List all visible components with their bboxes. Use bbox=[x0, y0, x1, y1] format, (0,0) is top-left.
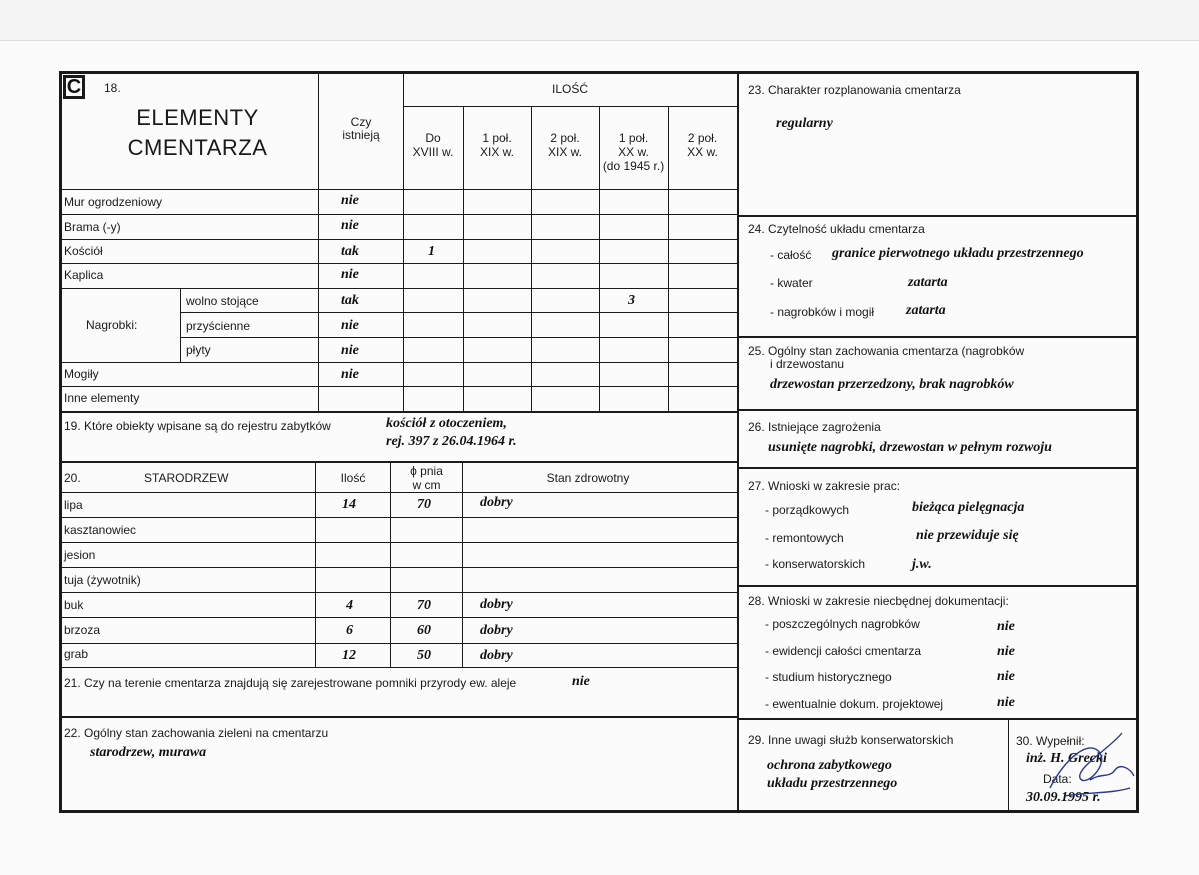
grid-line bbox=[60, 214, 737, 215]
works-item-value: bieżąca pielęgnacja bbox=[912, 500, 1025, 515]
period-header: 1 poł. bbox=[618, 131, 649, 145]
docs-item-value: nie bbox=[997, 619, 1015, 634]
section-21-label: 21. Czy na terenie cmentarza znajdują się zarejestrowane pomniki przyrody ew. aleje bbox=[64, 676, 517, 690]
grid-line bbox=[60, 617, 737, 618]
grid-line bbox=[60, 461, 737, 463]
section-letter-box: C bbox=[63, 75, 85, 99]
section-21-value: nie bbox=[572, 674, 590, 689]
grid-line bbox=[403, 106, 737, 107]
grid-line bbox=[180, 288, 181, 362]
section-26-value: usunięte nagrobki, drzewostan w pełnym rozwoju bbox=[768, 440, 1052, 455]
section-18-number: 18. bbox=[104, 81, 121, 95]
period-header: XX w. bbox=[687, 145, 718, 159]
grid-line bbox=[60, 643, 737, 644]
grid-line bbox=[180, 337, 737, 338]
section-28-label: 28. Wnioski w zakresie niecbędnej dokumentacji: bbox=[748, 594, 1009, 608]
docs-item-value: nie bbox=[997, 644, 1015, 659]
period-header: XIX w. bbox=[547, 145, 582, 159]
row-label: przyścienne bbox=[186, 319, 251, 333]
tree-health: dobry bbox=[480, 623, 513, 638]
tree-diameter: 70 bbox=[417, 598, 431, 613]
col-health-header: Stan zdrowotny bbox=[546, 471, 630, 485]
section-20-number: 20. bbox=[64, 471, 81, 485]
legibility-item-value: granice pierwotnego układu przestrzennego bbox=[832, 246, 1084, 261]
grid-line bbox=[60, 288, 737, 289]
row-label: Inne elementy bbox=[64, 391, 140, 405]
grid-line bbox=[180, 312, 737, 313]
grid-line bbox=[738, 409, 1138, 411]
row-label: Mogiły bbox=[64, 367, 99, 381]
period-header: 1 poł. bbox=[482, 131, 512, 145]
grid-line bbox=[60, 592, 737, 593]
grid-line bbox=[738, 215, 1138, 217]
period-header: XVIII w. bbox=[412, 145, 454, 159]
tree-diameter: 60 bbox=[417, 623, 431, 638]
row-label: Kaplica bbox=[64, 268, 104, 282]
row-label: płyty bbox=[186, 343, 211, 357]
docs-item-label: - ewidencji całości cmentarza bbox=[765, 644, 922, 658]
exists-value: tak bbox=[341, 293, 359, 308]
section-26-label: 26. Istniejące zagrożenia bbox=[748, 420, 881, 434]
grid-line bbox=[738, 467, 1138, 469]
date-label: Data: bbox=[1043, 772, 1072, 786]
works-item-label: - porządkowych bbox=[765, 503, 850, 517]
grid-line bbox=[60, 667, 737, 668]
grid-line bbox=[60, 567, 737, 568]
grid-line bbox=[60, 189, 737, 190]
section-25-label-line2: i drzewostanu bbox=[770, 357, 845, 371]
grid-line bbox=[738, 585, 1138, 587]
grid-line bbox=[738, 336, 1138, 338]
docs-item-label: - poszczególnych nagrobków bbox=[765, 617, 920, 631]
exists-value: nie bbox=[341, 343, 359, 358]
period-header: (do 1945 r.) bbox=[602, 159, 665, 173]
section-29-value-line1: ochrona zabytkowego bbox=[767, 758, 892, 773]
tree-count: 14 bbox=[342, 497, 356, 512]
tree-count: 12 bbox=[342, 648, 356, 663]
filled-date: 30.09.1995 r. bbox=[1026, 790, 1101, 805]
section-29-label: 29. Inne uwagi służb konserwatorskich bbox=[748, 733, 954, 747]
grid-line bbox=[60, 517, 737, 518]
works-item-value: j.w. bbox=[912, 557, 932, 572]
row-label: wolno stojące bbox=[186, 294, 259, 308]
legibility-item-label: - całość bbox=[770, 248, 812, 262]
works-item-label: - konserwatorskich bbox=[765, 557, 866, 571]
exists-value: nie bbox=[341, 193, 359, 208]
grid-line bbox=[60, 411, 737, 413]
section-19-label: 19. Które obiekty wpisane są do rejestru zabytków bbox=[64, 419, 331, 433]
row-label: Kościół bbox=[64, 244, 103, 258]
section-27-label: 27. Wnioski w zakresie prac: bbox=[748, 479, 901, 493]
docs-item-label: - ewentualnie dokum. projektowej bbox=[765, 697, 944, 711]
count-value: 3 bbox=[628, 293, 635, 308]
grid-line bbox=[60, 263, 737, 264]
tree-name: kasztanowiec bbox=[64, 523, 137, 537]
section-23-label: 23. Charakter rozplanowania cmentarza bbox=[748, 83, 961, 97]
docs-item-label: - studium historycznego bbox=[765, 670, 892, 684]
legibility-item-value: zatarta bbox=[906, 303, 946, 318]
grid-line bbox=[60, 239, 737, 240]
docs-item-value: nie bbox=[997, 695, 1015, 710]
tree-health: dobry bbox=[480, 648, 513, 663]
docs-item-value: nie bbox=[997, 669, 1015, 684]
section-18-title-line1: ELEMENTY bbox=[136, 105, 259, 130]
graves-label: Nagrobki: bbox=[86, 318, 138, 332]
tree-health: dobry bbox=[480, 495, 513, 510]
legibility-item-value: zatarta bbox=[908, 275, 948, 290]
quantity-header: ILOŚĆ bbox=[551, 82, 588, 96]
section-30-label: 30. Wypełnił: bbox=[1016, 734, 1085, 748]
period-header: 2 poł. bbox=[550, 131, 580, 145]
exists-value: nie bbox=[341, 218, 359, 233]
tree-diameter: 50 bbox=[417, 648, 431, 663]
col-diameter-header-line1: ϕ pnia bbox=[410, 464, 443, 478]
grid-line bbox=[60, 362, 737, 363]
exists-header-line1: Czy bbox=[350, 115, 372, 129]
tree-health: dobry bbox=[480, 597, 513, 612]
tree-name: grab bbox=[64, 647, 89, 661]
count-value: 1 bbox=[428, 244, 435, 259]
main-divider bbox=[737, 72, 739, 812]
section-23-value: regularny bbox=[776, 116, 833, 131]
works-item-value: nie przewiduje się bbox=[916, 528, 1019, 543]
grid-line bbox=[60, 542, 737, 543]
exists-value: nie bbox=[341, 267, 359, 282]
col-diameter-header-line2: w cm bbox=[412, 478, 441, 492]
tree-count: 4 bbox=[346, 598, 353, 613]
section-22-value: starodrzew, murawa bbox=[90, 745, 207, 760]
period-header: 2 poł. bbox=[687, 131, 718, 145]
section-25-value: drzewostan przerzedzony, brak nagrobków bbox=[770, 377, 1014, 392]
section-24-label: 24. Czytelność układu cmentarza bbox=[748, 222, 925, 236]
works-item-label: - remontowych bbox=[765, 531, 844, 545]
grid-line bbox=[60, 716, 737, 718]
tree-name: brzoza bbox=[64, 623, 101, 637]
section-19-value-line2: rej. 397 z 26.04.1964 r. bbox=[386, 434, 517, 449]
legibility-item-label: - nagrobków i mogił bbox=[770, 305, 875, 319]
period-header: XX w. bbox=[618, 145, 649, 159]
tree-count: 6 bbox=[346, 623, 353, 638]
tree-name: buk bbox=[64, 598, 84, 612]
section-18-title-line2: CMENTARZA bbox=[127, 135, 268, 160]
period-header: Do bbox=[425, 131, 441, 145]
section-19-value-line1: kościół z otoczeniem, bbox=[386, 416, 507, 431]
section-20-title: STARODRZEW bbox=[144, 471, 229, 485]
grid-line bbox=[1008, 719, 1009, 812]
row-label: Brama (-y) bbox=[64, 220, 121, 234]
legibility-item-label: - kwater bbox=[770, 276, 813, 290]
tree-name: lipa bbox=[64, 498, 83, 512]
exists-value: tak bbox=[341, 244, 359, 259]
period-header: XIX w. bbox=[479, 145, 514, 159]
exists-value: nie bbox=[341, 318, 359, 333]
row-label: Mur ogrodzeniowy bbox=[64, 195, 163, 209]
grid-line bbox=[60, 386, 737, 387]
col-count-header: Ilość bbox=[340, 471, 366, 485]
handwritten-signature bbox=[1030, 718, 1140, 808]
exists-header-line2: istnieją bbox=[342, 128, 380, 142]
grid-line bbox=[60, 492, 737, 493]
tree-name: tuja (żywotnik) bbox=[64, 573, 141, 587]
exists-value: nie bbox=[341, 367, 359, 382]
section-29-value-line2: układu przestrzennego bbox=[767, 776, 898, 791]
grid-line bbox=[403, 72, 404, 412]
tree-name: jesion bbox=[64, 548, 96, 562]
section-25-label-line1: 25. Ogólny stan zachowania cmentarza (nagrobków bbox=[748, 344, 1025, 358]
tree-diameter: 70 bbox=[417, 497, 431, 512]
section-22-label: 22. Ogólny stan zachowania zieleni na cmentarzu bbox=[64, 726, 329, 740]
filled-by-name: inż. H. Grecki bbox=[1026, 751, 1107, 766]
